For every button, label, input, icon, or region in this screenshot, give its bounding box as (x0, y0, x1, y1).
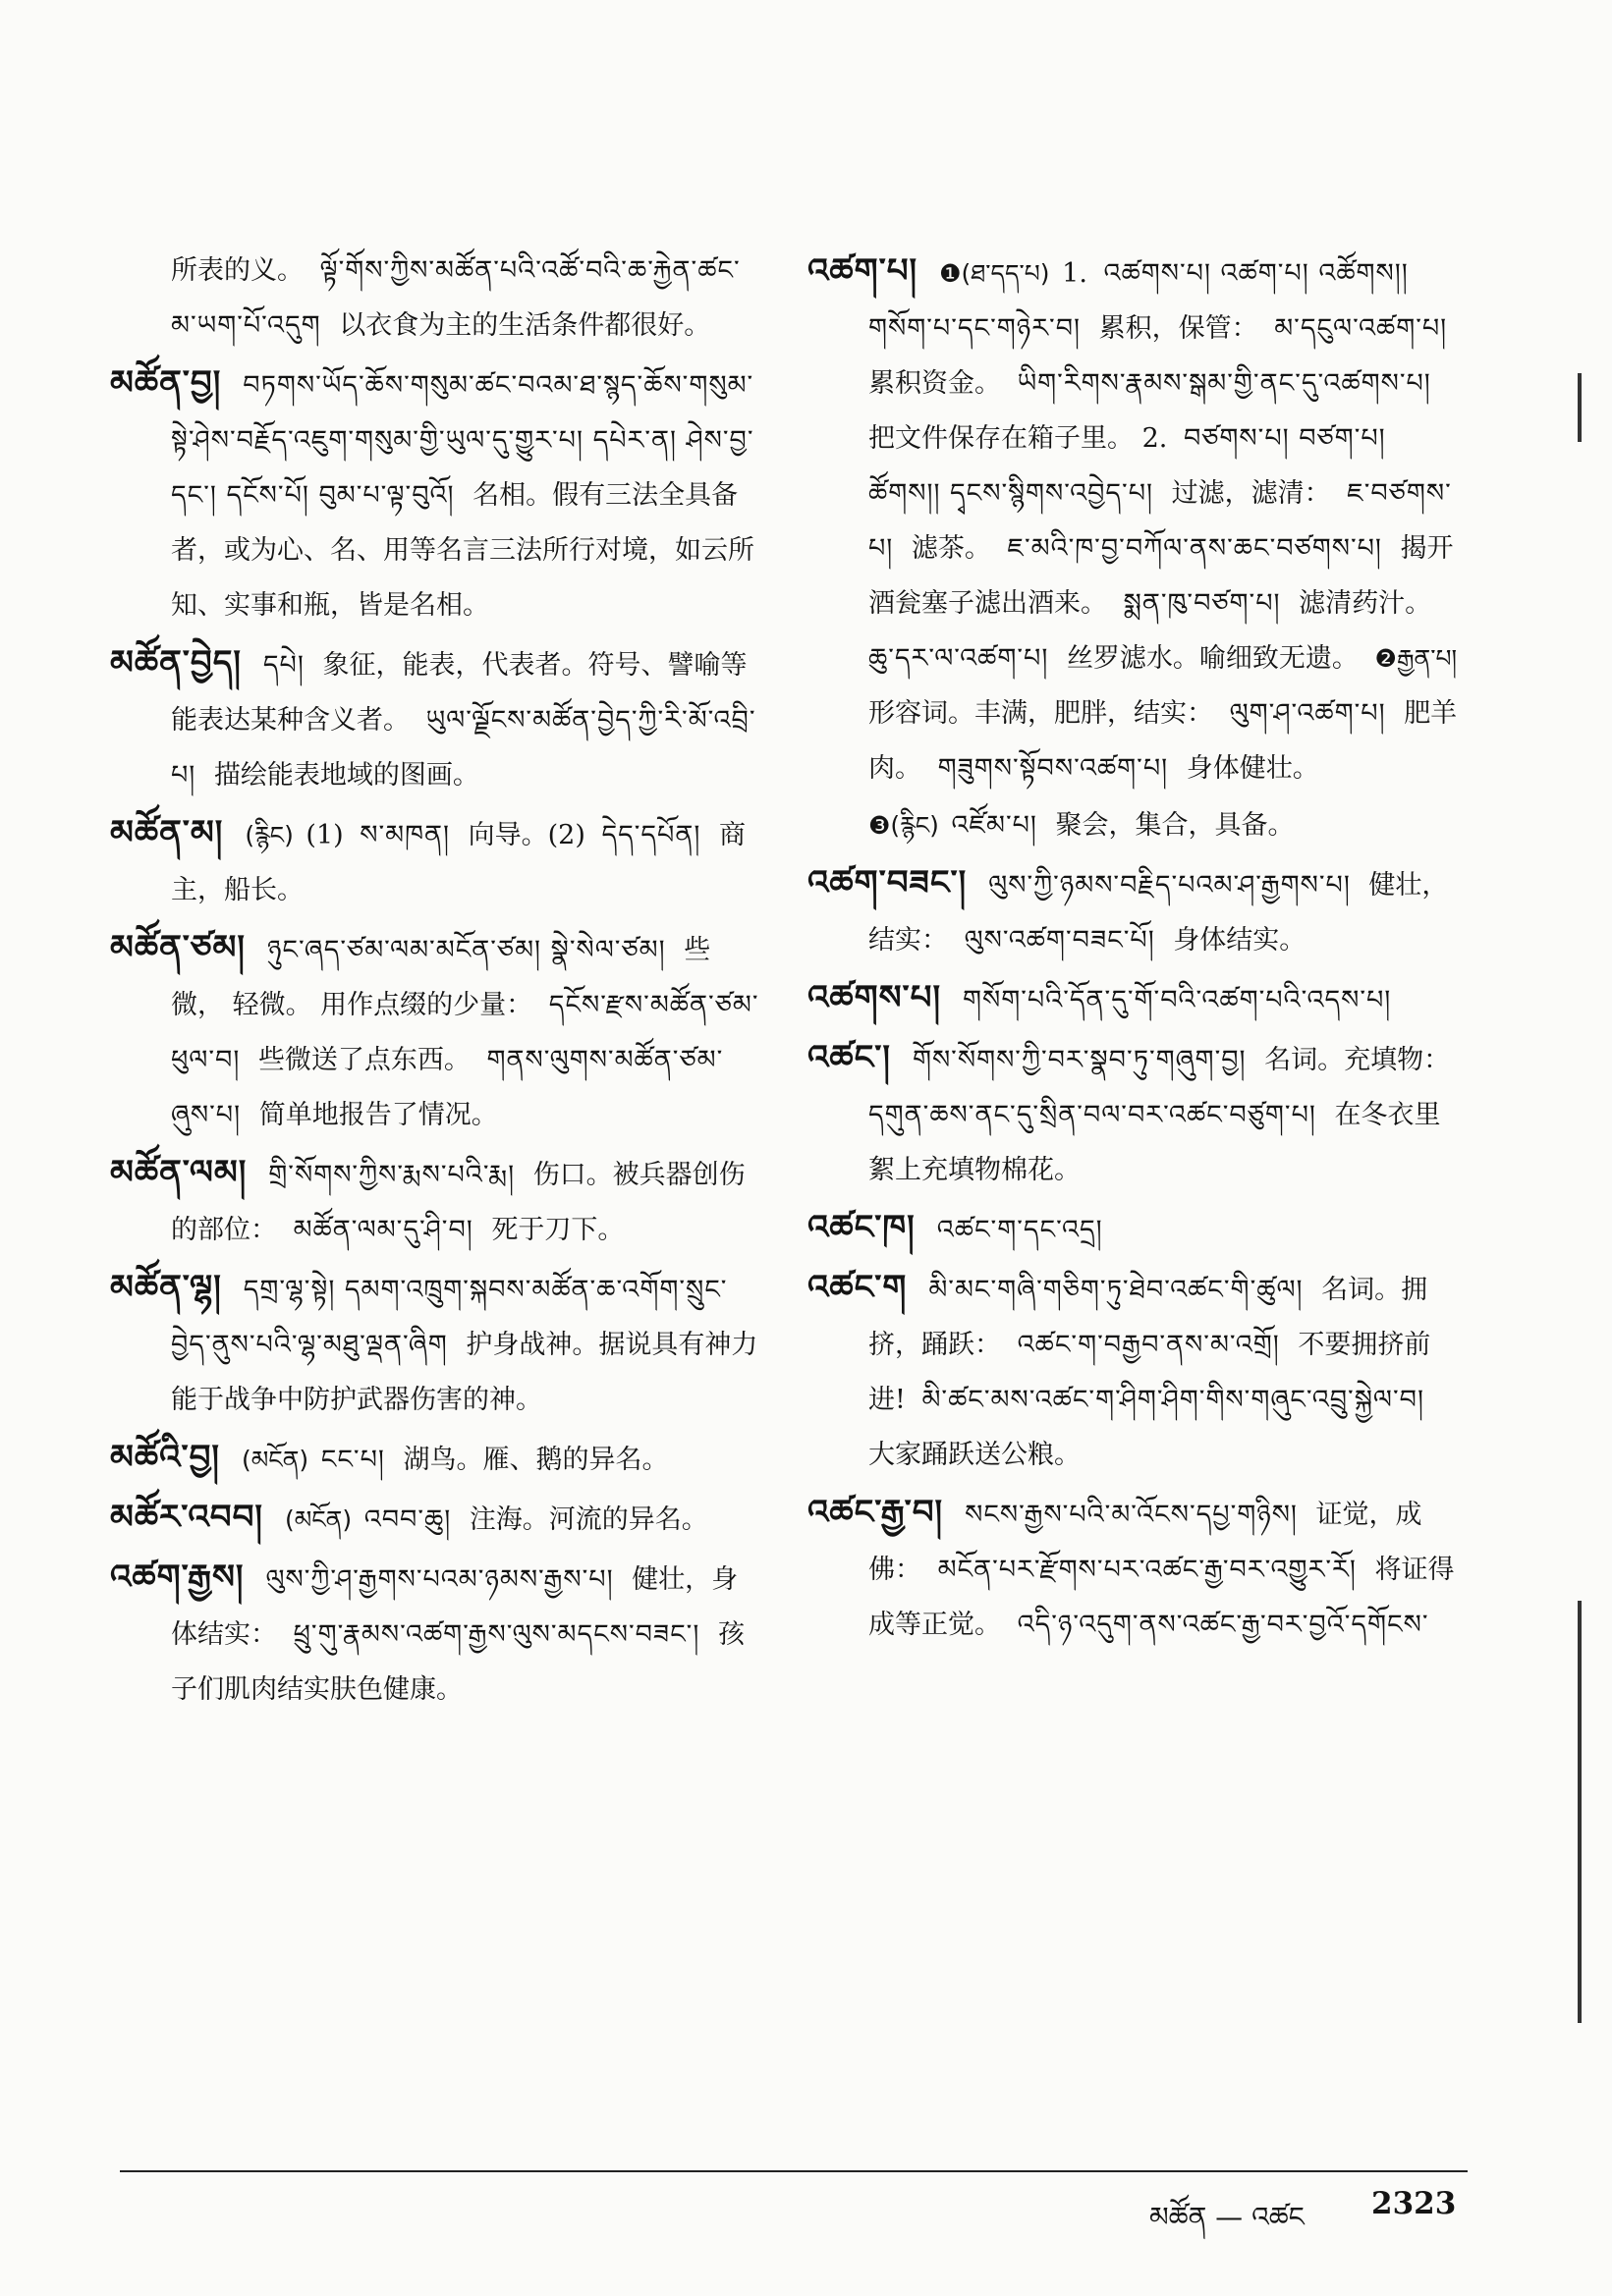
tibetan-text: གནས་ལུགས་མཚོན་ཙམ་ཞུས་པ། (171, 1045, 724, 1130)
tibetan-text: གྲི་སོགས་ཀྱིས་རྨས་པའི་རྨ། (268, 1160, 516, 1190)
tibetan-text: ཇ་མའི་ཁ་བྱ་བཀོལ་ནས་ཆང་བཙགས་པ། (1007, 533, 1382, 564)
dictionary-entry (110, 635, 760, 803)
right-column (807, 244, 1464, 1653)
chinese-gloss: 象征，能表，代表者。符号、譬喻等能表达某种含义者。 (171, 650, 748, 736)
dictionary-entry (110, 1490, 760, 1548)
running-head: མཚོན — འཚང (1149, 2201, 1305, 2233)
tibetan-text: མཚོན་ལམ་དུ་ཤི་བ། (293, 1215, 473, 1245)
chinese-gloss: 在冬衣里絮上充填物棉花。 (868, 1100, 1441, 1185)
tibetan-text: སངས་རྒྱས་པའི་མ་འོངས་དཔྱ་གཉིས། (965, 1500, 1298, 1530)
tibetan-text: ལུག་ཤ་འཚག་པ། (1229, 698, 1386, 729)
headword: འཚང་། (807, 1038, 891, 1077)
dictionary-entry (110, 1430, 760, 1488)
chinese-gloss: 健壮，结实： (868, 870, 1449, 956)
dictionary-entry (807, 1200, 1464, 1258)
grammar-marker: ❸(རྙིང) (868, 811, 939, 840)
chinese-gloss: 名词。充填物： (1264, 1045, 1451, 1075)
tibetan-text: དགྲ་ལྷ་སྟེ། དམག་འཁྲུག་སྐབས་མཚོན་ཆ་འགོག་སྲུང་བྱེད་ནུས་པའི་ལྷ་མཐུ་ལྡན་ཞིག (171, 1275, 728, 1360)
tibetan-text: གཟུགས་སྟོབས་འཚག་པ། (937, 753, 1169, 784)
dictionary-entry (110, 1260, 760, 1428)
left-column (110, 244, 760, 1718)
chinese-gloss: 些微， 轻微。 用作点缀的少量： (171, 935, 711, 1020)
tibetan-text: དཔེ། (262, 650, 305, 681)
chinese-gloss: 些微送了点东西。 (257, 1045, 471, 1075)
page-number: 2323 (1371, 2186, 1457, 2221)
chinese-gloss: 商主，船长。 (171, 820, 746, 905)
grammar-marker: ❶(ཐ་དད་པ) (939, 259, 1050, 288)
footer-rule (120, 2170, 1468, 2172)
chinese-gloss: 注海。河流的异名。 (469, 1504, 708, 1535)
tibetan-text: ཇ་བཙགས་པ། (868, 478, 1452, 564)
tibetan-text: འཛོམ་པ། (951, 810, 1037, 841)
headword: འཚང་ག (807, 1268, 908, 1307)
tibetan-text: འཚང་ག་དང་འདྲ། (936, 1215, 1103, 1245)
dictionary-entry (807, 855, 1464, 968)
dictionary-entry (110, 920, 760, 1143)
tibetan-text: ཉུང་ཞད་ཙམ་ལམ་མངོན་ཙམ། སྣེ་སེལ་ཙམ། (266, 935, 666, 965)
tibetan-text: ལུས་འཚག་བཟང་པོ། (964, 925, 1155, 956)
chinese-gloss: 形容词。丰满，肥胖，结实： (868, 698, 1213, 729)
chinese-gloss: 伤口。被兵器创伤的部位： (171, 1160, 746, 1245)
tibetan-text: མི་ཚང་མས་འཚང་ག་ཤིག་ཤིག་གིས་གཞུང་འབྲུ་སྐྱེལ་བ། (921, 1385, 1424, 1415)
chinese-gloss: 揭开酒瓮塞子滤出酒来。 (868, 533, 1454, 619)
headword: འཚག་རྒྱས། (110, 1558, 245, 1597)
tibetan-text: མ་དངུལ་འཚག་པ། (1274, 313, 1448, 344)
chinese-gloss: 滤清药汁。 (1299, 588, 1432, 619)
scan-edge-mark (1578, 373, 1582, 442)
chinese-gloss: 孩子们肌肉结实肤色健康。 (171, 1619, 745, 1705)
tibetan-text: དེད་དཔོན། (601, 820, 701, 850)
chinese-gloss: 证觉，成佛： (868, 1500, 1422, 1585)
headword: མཚོན་བྱ། (110, 363, 222, 403)
headword: འཚང་རྒྱ་བ། (807, 1493, 944, 1532)
dictionary-entry (110, 805, 760, 918)
chinese-gloss: 大家踊跃送公粮。 (868, 1440, 1081, 1470)
scan-edge-mark (1578, 1601, 1582, 2023)
tibetan-text: ས་མཁན། (360, 820, 451, 850)
dictionary-entry (110, 1145, 760, 1258)
headword: འཚག་པ། (807, 251, 918, 291)
tibetan-text: ཆུ་དར་ལ་འཚག་པ། (868, 643, 1049, 674)
grammar-marker: ❷རྒྱན་པ། (1374, 644, 1458, 673)
headword: མཚོན་ཙམ། (110, 928, 246, 967)
tibetan-text: འབབ་ཆུ། (363, 1504, 452, 1535)
chinese-gloss: 肥羊肉。 (868, 698, 1458, 784)
headword: མཚོའི་བྱ། (110, 1438, 220, 1477)
chinese-gloss: 把文件保存在箱子里。 2. (868, 423, 1168, 454)
grammar-marker: (མངོན) (284, 1505, 353, 1534)
tibetan-text: ངང་པ། (320, 1445, 385, 1475)
headword: མཚོན་ལམ། (110, 1153, 248, 1192)
chinese-gloss: 简单地报告了情况。 (258, 1100, 498, 1130)
tibetan-text: ལྟོ་གོས་ཀྱིས་མཚོན་པའི་འཚོ་བའི་ཆ་རྐྱེན་ཚང་མ་ཡག་པོ་འདུག (171, 255, 741, 341)
chinese-gloss: 丝罗滤水。喻细致无遗。 (1066, 643, 1359, 674)
grammar-marker: (མངོན) (241, 1446, 309, 1474)
chinese-gloss: 向导。(2) (468, 820, 585, 850)
tibetan-text: དགུན་ཆས་ནང་དུ་སྲིན་བལ་བར་འཚང་བཙུག་པ། (868, 1100, 1316, 1130)
tibetan-text: མི་མང་གཞི་གཅིག་ཏུ་ཐེབ་འཚང་གི་ཚུལ། (928, 1275, 1304, 1305)
tibetan-text: སྨན་ཁུ་བཙག་པ། (1123, 588, 1281, 619)
tibetan-text: དངོས་རྫས་མཚོན་ཙམ་ཕུལ་བ། (171, 990, 759, 1075)
chinese-gloss: 1. (1062, 258, 1087, 289)
tibetan-text: ལུས་ཀྱི་ཉམས་བརྗིད་པའམ་ཤ་རྒྱགས་པ། (988, 870, 1351, 901)
headword: མཚོན་མ། (110, 813, 224, 852)
chinese-gloss: 以衣食为主的生活条件都很好。 (339, 310, 711, 341)
headword: འཚང་ཁ། (807, 1208, 916, 1247)
chinese-gloss: 所表的义。 (171, 255, 304, 286)
headword: འཚག་བཟང་། (807, 863, 968, 902)
dictionary-entry (807, 1030, 1464, 1198)
dictionary-entry (807, 1260, 1464, 1483)
chinese-gloss: 身体结实。 (1173, 925, 1306, 956)
tibetan-text: བཏགས་ཡོད་ཆོས་གསུམ་ཚང་བའམ་ཐ་སྙད་ཆོས་གསུམ་སྟེ་ཤེས་བརྗོད་འཇུག་གསུམ་གྱི་ཡུལ་དུ་གྱུར་པ། དཔེར་ན། ཤེས་བྱ་དང་། དངོས་པོ། བུམ་པ་ལྟ་བུའོ། (171, 370, 754, 511)
headword: འཚགས་པ། (807, 978, 941, 1017)
chinese-gloss: 不要拥挤前进! (868, 1330, 1431, 1415)
tibetan-text: གསོག་པའི་དོན་དུ་གོ་བའི་འཚག་པའི་འདས་པ། (963, 985, 1392, 1015)
dictionary-entry (110, 355, 760, 633)
entry-continuation (807, 798, 1464, 853)
headword: མཚོར་འབབ། (110, 1498, 263, 1537)
tibetan-text: འཚང་ག་བརྒྱབ་ནས་མ་འགྲོ། (1017, 1330, 1280, 1360)
chinese-gloss: 死于刀下。 (491, 1215, 625, 1245)
chinese-gloss: 名词。拥挤，踊跃： (868, 1275, 1428, 1360)
chinese-gloss: 湖鸟。雁、鹅的异名。 (403, 1445, 669, 1475)
tibetan-text: ཕྲུ་གུ་རྣམས་འཚག་རྒྱས་ལུས་མདངས་བཟང་། (293, 1619, 700, 1650)
tibetan-text: འདི་ཉ་འདུག་ནས་འཚང་རྒྱ་བར་བྱའོ་དགོངས་ (1017, 1610, 1429, 1640)
chinese-gloss: 滤茶。 (911, 533, 991, 564)
tibetan-text: མངོན་པར་རྫོགས་པར་འཚང་རྒྱ་བར་འགྱུར་རོ། (937, 1555, 1357, 1585)
dictionary-entry (110, 1550, 760, 1718)
chinese-gloss: 累积资金。 (868, 368, 1001, 399)
tibetan-text: བཙགས་པ། བཙག་པ། ཚོགས།། དྭངས་སྙིགས་འབྱེད་པ། (868, 423, 1386, 509)
chinese-gloss: 健壮，身体结实： (171, 1564, 739, 1650)
headword: མཚོན་བྱེད། (110, 643, 242, 683)
chinese-gloss: (1) (306, 820, 344, 850)
chinese-gloss: 护身战神。据说具有神力能于战争中防护武器伤害的神。 (171, 1330, 758, 1415)
chinese-gloss: 名相。假有三法全具备者，或为心、名、用等名言三法所行对境，如云所知、实事和瓶，皆是名相。 (171, 480, 754, 621)
dictionary-entry (807, 244, 1464, 796)
dictionary-entry (807, 970, 1464, 1028)
dictionary-entry (807, 1485, 1464, 1653)
tibetan-text: ལུས་ཀྱི་ཤ་རྒྱགས་པའམ་ཉམས་རྒྱས་པ། (265, 1564, 614, 1595)
grammar-marker: (རྙིང) (245, 821, 294, 849)
chinese-gloss: 过滤，滤清： (1171, 478, 1331, 509)
chinese-gloss: 描绘能表地域的图画。 (213, 760, 479, 791)
tibetan-text: གོས་སོགས་ཀྱི་བར་སྣབ་ཏུ་གཞུག་བྱ། (912, 1045, 1247, 1075)
tibetan-text: འཚགས་པ། འཚག་པ། འཚོགས།། གསོག་པ་དང་གཉེར་བ། (868, 258, 1409, 344)
headword: མཚོན་ལྷ། (110, 1268, 222, 1307)
chinese-gloss: 累积，保管： (1098, 313, 1258, 344)
chinese-gloss: 将证得成等正觉。 (868, 1555, 1455, 1640)
tibetan-text: ཡིག་རིགས་རྣམས་སྒམ་གྱི་ནང་དུ་འཚགས་པ། (1017, 368, 1431, 399)
chinese-gloss: 聚会，集合，具备。 (1055, 810, 1295, 841)
tibetan-text: ཡུལ་ལྗོངས་མཚོན་བྱེད་ཀྱི་རི་མོ་འབྲི་པ། (171, 705, 756, 791)
chinese-gloss: 身体健壮。 (1186, 753, 1319, 784)
entry-continuation (110, 244, 760, 354)
